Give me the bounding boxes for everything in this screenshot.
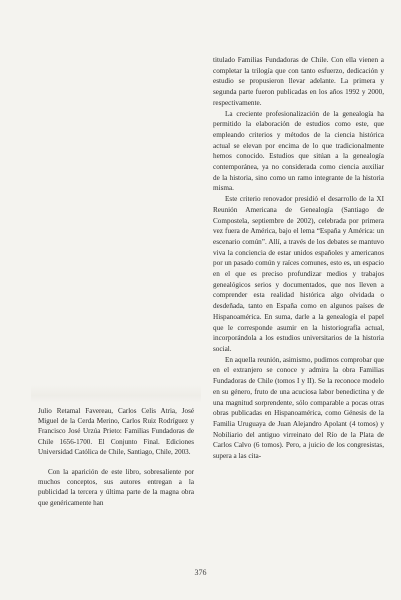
bibliographic-reference: Julio Retamal Favereau, Carlos Celis Atria, José Miguel de la Cerda Merino, Carlos Ruiz Rodríguez y Francisco José Urzúa Prieto: Familias Fundadoras de Chile 1656-1700. El Conjunto Final. Ediciones Universidad Católica de Chile, Santiago, Chile, 2003. xyxy=(38,407,194,456)
paragraph-continuation: titulado Familias Fundadoras de Chile. Con ella vienen a completar la trilogía que con tanto esfuerzo, dedicación y estudio se propusieron llevar adelante. La primera y segunda parte fueron publicadas en los años 1992 y 2000, respectivamente. xyxy=(213,56,384,107)
faded-text-area xyxy=(31,385,201,403)
right-column xyxy=(213,55,384,462)
paragraph-recognition: En aquella reunión, asimismo, pudimos comprobar que en el extranjero se conoce y admira la obra Familias Fundadoras de Chile (tomos I y II). Se la reconoce modelo en su género, fruto de una acuciosa labor benedictina y de una magnitud sorprendente, sólo comparable a pocas otras obras publicadas en Hispanoamérica, como Génesis de la Familia Uruguaya de Juan Alejandro Apolant (4 tomos) y Nobiliario del antiguo virreinato del Río de la Plata de Carlos Calvo (6 tomos). Pero, a juicio de los congresistas, supera a las cita- xyxy=(213,355,384,461)
page-number: 376 xyxy=(194,568,207,577)
paragraph-meeting: Este criterio renovador presidió el desarrollo de la XI Reunión Americana de Genealogía (Santiago de Compostela, septiembre de 2002), celebrada por primera vez fuera de América, bajo el lema “España y América: un escenario común”. Allí, a través de los debates se mantuvo viva la conciencia de estar unidos españoles y americanos por un pasado común y raíces comunes, esto es, un espacio en el que es preciso profundizar medios y trabajos genealógicos serios y documentados, que nos lleven a comprender esta realidad histórica algo olvidada o desdeñada, tanto en España como en algunos países de Hispanoamérica. En suma, darle a la genealogía el papel que le corresponde asumir en la historiografía actual, incorporándola a los estudios universitarios de la historia social. xyxy=(213,195,384,353)
left-column xyxy=(38,406,194,508)
paragraph-genealogy: La creciente profesionalización de la genealogía ha permitido la elaboración de estudios como este, que empleando criterios y métodos de la ciencia histórica actual se elevan por encima de lo que tradicionalmente hemos conocido. Estudios que sitúan a la genealogía contemporánea, ya no considerada como ciencia auxiliar de la historia, sino como un ramo integrante de la historia misma. xyxy=(213,109,384,193)
review-intro: Con la aparición de este libro, sobresaliente por muchos conceptos, sus autores entregan a la publicidad la tercera y última parte de la magna obra que genéricamente han xyxy=(38,468,194,507)
